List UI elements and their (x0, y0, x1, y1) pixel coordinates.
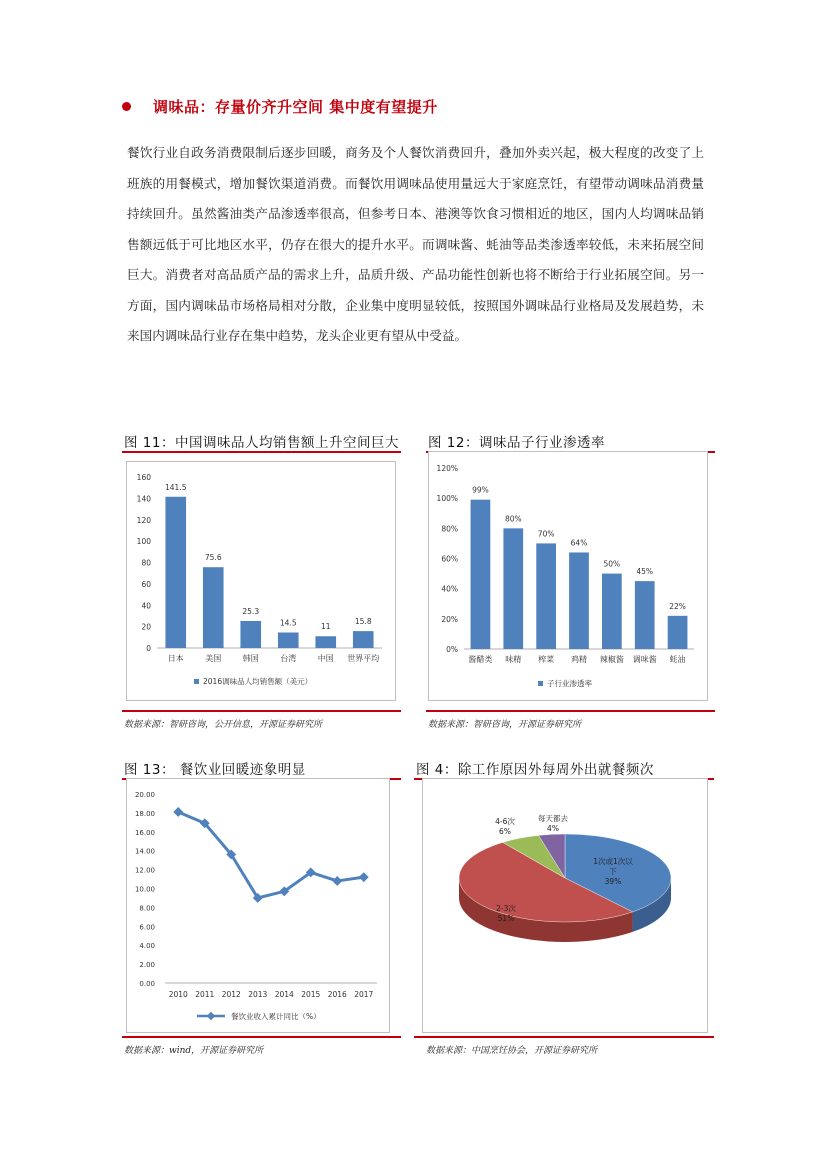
bar-value-label: 14.5 (279, 618, 297, 628)
x-category-label: 世界平均 (347, 654, 380, 663)
legend-swatch (194, 679, 199, 684)
bar (503, 528, 523, 649)
bar (471, 500, 491, 649)
figure-13-bottom-rule (122, 1036, 401, 1038)
legend-label: 餐饮业收入累计同比（%） (231, 1012, 321, 1021)
x-tick-label: 2012 (221, 990, 241, 999)
figure-12-title: 图 12：调味品子行业渗透率 (428, 435, 605, 451)
y-tick-label: 6.00 (139, 923, 155, 932)
bar-value-label: 50% (603, 559, 621, 569)
figure-12-chart (428, 451, 708, 701)
figure-12-bottom-rule (426, 710, 715, 712)
figure-4-source: 数据来源：中国烹饪协会，开源证券研究所 (426, 1046, 598, 1056)
x-category-label: 调味酱 (632, 655, 657, 664)
y-tick-label: 120 (136, 515, 151, 525)
bar (278, 633, 299, 648)
bar (240, 621, 261, 648)
x-tick-label: 2015 (301, 990, 321, 999)
y-tick-label: 4.00 (139, 942, 155, 951)
y-tick-label: 16.00 (134, 828, 155, 837)
bar (569, 552, 589, 649)
bar (602, 574, 622, 649)
x-category-label: 台湾 (280, 654, 297, 663)
bar (165, 497, 186, 648)
legend-marker (207, 1012, 215, 1020)
bar-value-label: 75.6 (204, 553, 222, 563)
bar (668, 616, 688, 649)
figure-13-source: 数据来源：wind，开源证券研究所 (124, 1046, 264, 1056)
y-tick-label: 40 (141, 601, 151, 611)
bar-value-label: 11 (320, 622, 331, 632)
bar-value-label: 64% (570, 538, 588, 548)
bar (536, 543, 556, 649)
legend-swatch (538, 681, 543, 686)
section-heading (122, 96, 438, 117)
data-point (173, 807, 183, 817)
y-tick-label: 100 (136, 537, 151, 547)
x-category-label: 酱醋类 (468, 655, 493, 664)
figure-11-top-rule (122, 451, 401, 453)
y-tick-label: 14.00 (134, 847, 155, 856)
bar-chart-penetration (429, 452, 707, 700)
y-tick-label: 2.00 (139, 961, 155, 970)
line-chart-catering-growth (127, 779, 389, 1032)
x-category-label: 鸡精 (571, 655, 587, 664)
x-tick-label: 2014 (274, 990, 294, 999)
x-tick-label: 2010 (168, 990, 188, 999)
x-tick-label: 2017 (354, 990, 374, 999)
y-tick-label: 80% (441, 524, 458, 534)
y-tick-label: 8.00 (139, 904, 155, 913)
bar-value-label: 141.5 (165, 482, 187, 492)
y-tick-label: 120% (436, 464, 458, 473)
legend-label: 2016调味品人均销售额（美元） (203, 677, 313, 686)
x-category-label: 日本 (167, 654, 184, 663)
y-tick-label: 0% (446, 645, 458, 654)
figure-13-chart (126, 778, 390, 1033)
figure-11-chart (126, 461, 396, 701)
bar-value-label: 25.3 (242, 606, 260, 616)
pie-chart-dining-frequency (423, 779, 707, 1032)
x-category-label: 蚝油 (669, 655, 686, 664)
pie-slice-label: 2-3次 51% (496, 904, 516, 923)
bar (315, 636, 336, 648)
x-tick-label: 2016 (327, 990, 347, 999)
y-tick-label: 80 (141, 558, 151, 568)
bar (203, 567, 224, 648)
legend-label: 子行业渗透率 (547, 679, 592, 688)
figure-11-source: 数据来源：智研咨询，公开信息，开源证券研究所 (124, 720, 323, 730)
bar-value-label: 22% (669, 601, 686, 611)
x-tick-label: 2011 (195, 990, 215, 999)
figure-4-title: 图 4：除工作原因外每周外出就餐频次 (416, 762, 654, 778)
bar-chart-per-capita-sales (127, 462, 395, 700)
pie-slice-label: 每天都去 4% (538, 814, 568, 833)
figure-11-title: 图 11：中国调味品人均销售额上升空间巨大 (124, 435, 399, 451)
figure-4-bottom-rule (414, 1036, 714, 1038)
x-category-label: 中国 (317, 654, 334, 663)
figure-11-bottom-rule (122, 710, 401, 712)
x-category-label: 美国 (205, 654, 222, 663)
y-tick-label: 0 (146, 644, 151, 653)
y-tick-label: 60 (141, 579, 151, 589)
y-tick-label: 10.00 (134, 885, 155, 894)
bar (635, 581, 655, 649)
bar (353, 631, 374, 648)
y-tick-label: 20.00 (134, 791, 155, 799)
y-tick-label: 18.00 (134, 809, 155, 818)
data-point (359, 872, 369, 882)
x-category-label: 韩国 (242, 654, 259, 663)
body-paragraph: 餐饮行业自政务消费限制后逐步回暖，商务及个人餐饮消费回升，叠加外卖兴起，极大程度的改变了上班族的用餐模式，增加餐饮渠道消费。而餐饮用调味品使用量远大于家庭烹饪，有望带动调味品消费量持续回升。虽然酱油类产品渗透率很高，但参考日本、港澳等饮食习惯相近的地区，国内人均调味品销售额远低于可比地区水平，仍存在很大的提升水平。而调味酱、蚝油等品类渗透率较低，未来拓展空间巨大。消费者对高品质产品的需求上升，品质升级、产品功能性创新也将不断给于行业拓展空间。另一方面，国内调味品市场格局相对分散，企业集中度明显较低，按照国外调味品行业格局及发展趋势，未来国内调味品行业存在集中趋势，龙头企业更有望从中受益。 (127, 145, 704, 343)
pie-slice-label: 1次或1次以下 39% (593, 857, 633, 886)
bar-value-label: 80% (504, 514, 522, 524)
y-tick-label: 160 (136, 473, 151, 482)
x-category-label: 榨菜 (538, 655, 555, 664)
y-tick-label: 12.00 (134, 866, 155, 875)
section-title: 调味品：存量价齐升空间 集中度有望提升 (153, 98, 438, 116)
pie-slice-label: 4-6次 6% (495, 817, 515, 836)
x-tick-label: 2013 (248, 990, 268, 999)
figure-13-title: 图 13： 餐饮业回暖迹象明显 (124, 762, 306, 778)
bar-value-label: 45% (636, 567, 654, 577)
data-point (332, 876, 342, 886)
x-category-label: 辣椒酱 (599, 655, 624, 664)
bar-value-label: 15.8 (354, 617, 372, 627)
x-category-label: 味精 (505, 655, 522, 664)
y-tick-label: 0.00 (139, 980, 155, 988)
y-tick-label: 40% (441, 584, 458, 594)
y-tick-label: 140 (136, 494, 151, 504)
bar-value-label: 99% (472, 485, 489, 495)
figure-4-chart (422, 778, 708, 1033)
bullet-icon (122, 102, 131, 111)
figure-12-source: 数据来源：智研咨询，开源证券研究所 (428, 720, 582, 730)
bar-value-label: 70% (537, 529, 555, 539)
y-tick-label: 100% (436, 494, 458, 504)
y-tick-label: 20 (141, 622, 151, 632)
y-tick-label: 20% (441, 614, 458, 624)
y-tick-label: 60% (441, 554, 458, 564)
